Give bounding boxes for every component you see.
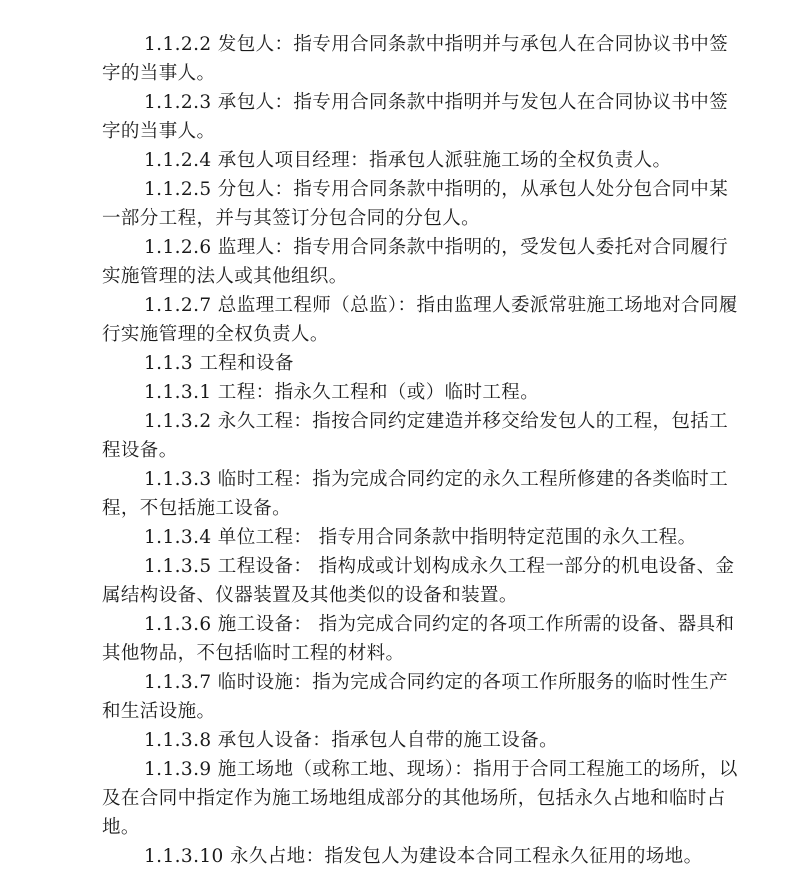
clause-line: 程设备。 bbox=[102, 440, 178, 461]
clause-1-1-3-9 bbox=[102, 755, 738, 842]
clause-1-1-3-4 bbox=[102, 523, 724, 552]
clause-1-1-2-5 bbox=[102, 175, 729, 233]
clause-line: 和生活设施。 bbox=[102, 701, 216, 722]
clause-1-1-2-7 bbox=[102, 291, 738, 349]
clause-1-1-3-5 bbox=[102, 552, 735, 610]
clause-line: 1.1.3.7 临时设施：指为完成合同约定的各项工作所服务的临时性生产 bbox=[144, 672, 729, 693]
clause-1-1-3-3 bbox=[102, 465, 729, 523]
clause-line: 1.1.2.2 发包人：指专用合同条款中指明并与承包人在合同协议书中签 bbox=[144, 34, 729, 55]
clause-1-1-3-1 bbox=[102, 378, 724, 407]
clause-line: 1.1.3.5 工程设备： 指构成或计划构成永久工程一部分的机电设备、金 bbox=[144, 556, 735, 577]
clause-1-1-3-2 bbox=[102, 407, 729, 465]
section-heading-1-1-3 bbox=[102, 349, 724, 378]
clause-line: 1.1.3.9 施工场地（或称工地、现场）：指用于合同工程施工的场所，以 bbox=[144, 759, 738, 780]
clause-1-1-3-8 bbox=[102, 726, 724, 755]
clause-line: 行实施管理的全权负责人。 bbox=[102, 324, 329, 345]
clause-line: 1.1.3.1 工程：指永久工程和（或）临时工程。 bbox=[144, 382, 540, 403]
clause-1-1-3-6 bbox=[102, 610, 735, 668]
clause-line: 1.1.2.4 承包人项目经理：指承包人派驻施工场的全权负责人。 bbox=[144, 150, 672, 171]
clause-line: 字的当事人。 bbox=[102, 121, 216, 142]
clause-line: 1.1.3.10 永久占地：指发包人为建设本合同工程永久征用的场地。 bbox=[144, 846, 703, 867]
clause-line: 及在合同中指定作为施工场地组成部分的其他场所，包括永久占地和临时占 bbox=[102, 788, 726, 809]
clause-line: 实施管理的法人或其他组织。 bbox=[102, 266, 348, 287]
clause-1-1-3-7 bbox=[102, 668, 729, 726]
clause-line: 1.1.2.7 总监理工程师（总监）：指由监理人委派常驻施工场地对合同履 bbox=[144, 295, 738, 316]
clause-line: 地。 bbox=[102, 817, 140, 838]
clause-line: 属结构设备、仪器装置及其他类似的设备和装置。 bbox=[102, 585, 518, 606]
clause-1-1-2-6 bbox=[102, 233, 729, 291]
clause-1-1-2-2 bbox=[102, 30, 729, 88]
clause-line: 1.1.2.6 监理人：指专用合同条款中指明的，受发包人委托对合同履行 bbox=[144, 237, 729, 258]
clause-line: 1.1.3.2 永久工程：指按合同约定建造并移交给发包人的工程，包括工 bbox=[144, 411, 729, 432]
section-heading-line: 1.1.3 工程和设备 bbox=[144, 353, 294, 374]
clause-line: 1.1.2.3 承包人：指专用合同条款中指明并与发包人在合同协议书中签 bbox=[144, 92, 729, 113]
clause-line: 1.1.2.5 分包人：指专用合同条款中指明的，从承包人处分包合同中某 bbox=[144, 179, 729, 200]
clause-line: 其他物品，不包括临时工程的材料。 bbox=[102, 643, 405, 664]
clause-line: 一部分工程，并与其签订分包合同的分包人。 bbox=[102, 208, 481, 229]
clause-line: 程，不包括施工设备。 bbox=[102, 498, 292, 519]
clause-line: 1.1.3.6 施工设备： 指为完成合同约定的各项工作所需的设备、器具和 bbox=[144, 614, 735, 635]
clause-1-1-2-3 bbox=[102, 88, 729, 146]
clause-line: 1.1.3.3 临时工程：指为完成合同约定的永久工程所修建的各类临时工 bbox=[144, 469, 729, 490]
clause-line: 1.1.3.8 承包人设备：指承包人自带的施工设备。 bbox=[144, 730, 559, 751]
clause-line: 1.1.3.4 单位工程： 指专用合同条款中指明特定范围的永久工程。 bbox=[144, 527, 697, 548]
clause-1-1-3-10 bbox=[102, 842, 724, 871]
clause-1-1-2-4 bbox=[102, 146, 724, 175]
clause-line: 字的当事人。 bbox=[102, 63, 216, 84]
